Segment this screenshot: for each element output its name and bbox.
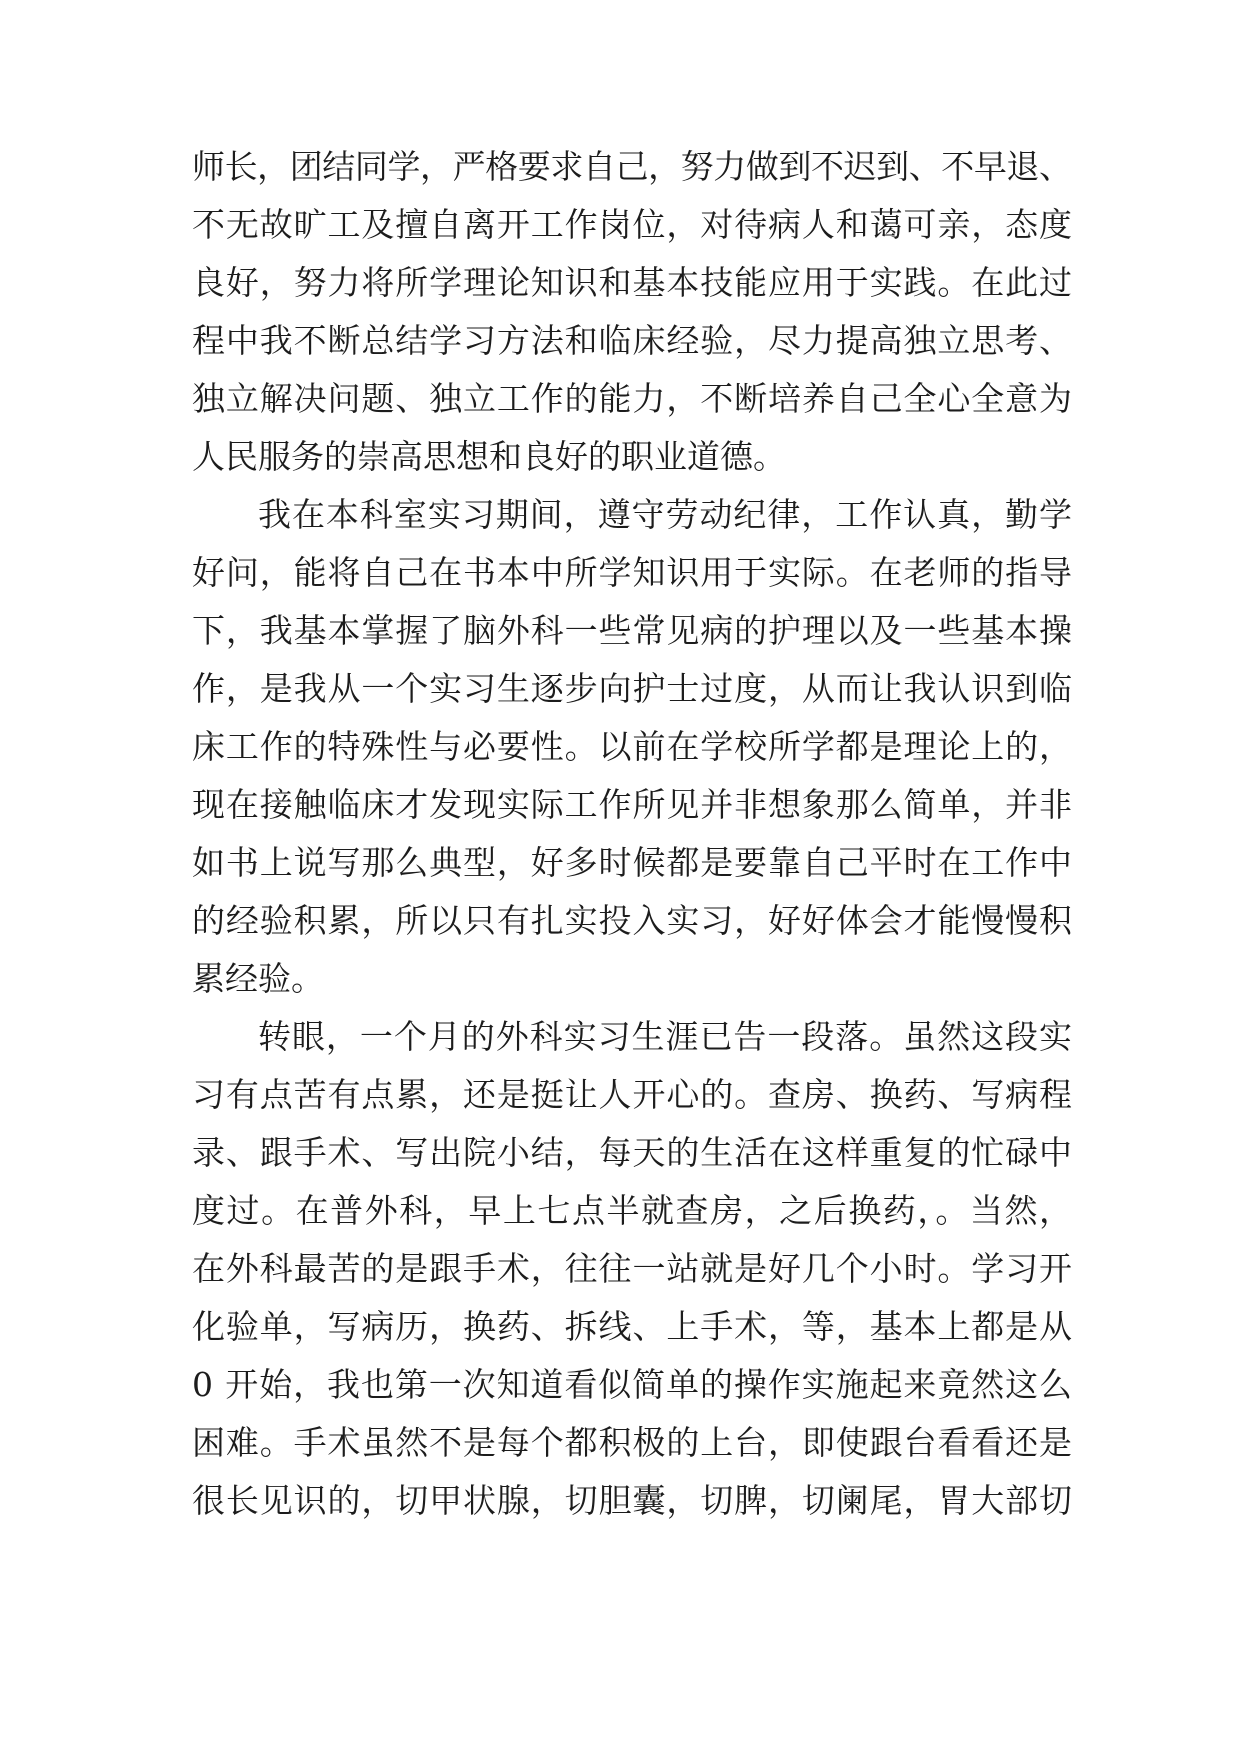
text-line: 良好，努力将所学理论知识和基本技能应用于实践。在此过	[192, 263, 1073, 302]
text-line: 好问，能将自己在书本中所学知识用于实际。在老师的指导	[192, 553, 1073, 592]
text-line: 床工作的特殊性与必要性。以前在学校所学都是理论上的，	[192, 727, 1073, 766]
text-line: 累经验。	[192, 959, 324, 998]
paragraph-2	[192, 486, 1072, 1008]
text-line: 程中我不断总结学习方法和临床经验，尽力提高独立思考、	[192, 321, 1073, 360]
text-line: 录、跟手术、写出院小结，每天的生活在这样重复的忙碌中	[192, 1133, 1073, 1172]
text-line: 人民服务的崇高思想和良好的职业道德。	[192, 437, 786, 476]
text-line: 困难。手术虽然不是每个都积极的上台，即使跟台看看还是	[192, 1423, 1073, 1462]
text-line: 度过。在普外科，早上七点半就查房，之后换药，。当然，	[192, 1191, 1074, 1230]
text-line: 独立解决问题、独立工作的能力，不断培养自己全心全意为	[192, 379, 1073, 418]
text-line: 下，我基本掌握了脑外科一些常见病的护理以及一些基本操	[192, 611, 1073, 650]
text-line: 0 开始，我也第一次知道看似简单的操作实施起来竟然这么	[192, 1365, 1073, 1404]
text-line: 习有点苦有点累，还是挺让人开心的。查房、换药、写病程	[192, 1075, 1073, 1114]
text-line: 作，是我从一个实习生逐步向护士过度，从而让我认识到临	[192, 669, 1073, 708]
text-line: 在外科最苦的是跟手术，往往一站就是好几个小时。学习开	[192, 1249, 1073, 1288]
text-line: 如书上说写那么典型，好多时候都是要靠自己平时在工作中	[192, 843, 1073, 882]
document-body	[192, 138, 1072, 1530]
text-line: 现在接触临床才发现实际工作所见并非想象那么简单，并非	[192, 785, 1073, 824]
text-line: 化验单，写病历，换药、拆线、上手术，等，基本上都是从	[192, 1307, 1073, 1346]
text-line: 很长见识的，切甲状腺，切胆囊，切脾，切阑尾，胃大部切	[192, 1481, 1073, 1520]
text-line: 师长，团结同学，严格要求自己，努力做到不迟到、不早退、	[192, 147, 1072, 186]
text-line: 不无故旷工及擅自离开工作岗位，对待病人和蔼可亲，态度	[192, 205, 1073, 244]
text-line: 转眼，一个月的外科实习生涯已告一段落。虽然这段实	[258, 1017, 1073, 1056]
paragraph-1	[192, 138, 1072, 486]
paragraph-3	[192, 1008, 1072, 1530]
text-line: 我在本科室实习期间，遵守劳动纪律，工作认真，勤学	[258, 495, 1073, 534]
text-line: 的经验积累，所以只有扎实投入实习，好好体会才能慢慢积	[192, 901, 1073, 940]
